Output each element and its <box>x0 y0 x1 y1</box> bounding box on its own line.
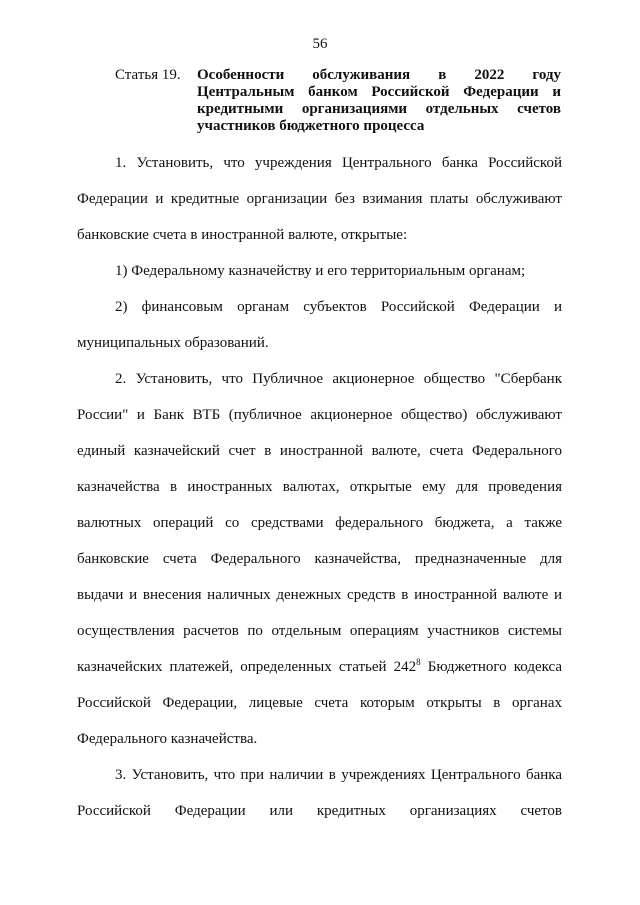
paragraph-line: банковские счета Федерального казначейства, предназначенные для <box>77 551 562 567</box>
paragraph-line: 3. Установить, что при наличии в учреждениях Центрального банка <box>115 767 562 783</box>
paragraph-line: Российской Федерации, лицевые счета которым открыты в органах <box>77 695 562 711</box>
paragraph-line: казначейства в иностранных валютах, открытые ему для проведения <box>77 479 562 495</box>
paragraph-line <box>77 658 562 676</box>
paragraph-line: Федерального казначейства. <box>77 731 258 747</box>
article-title-line: кредитными организациями отдельных счетов <box>197 101 561 117</box>
paragraph-line: Федерации и кредитные организации без взимания платы обслуживают <box>77 191 562 207</box>
article-title <box>197 67 561 135</box>
paragraph-line: 1. Установить, что учреждения Центрального банка Российской <box>115 155 562 171</box>
list-item-line: 2) финансовым органам субъектов Российской Федерации и <box>115 299 562 315</box>
article-title-line: участников бюджетного процесса <box>197 118 425 134</box>
paragraph-line-text: Бюджетного кодекса <box>427 659 563 675</box>
list-item-line: муниципальных образований. <box>77 335 269 351</box>
paragraph-line: банковские счета в иностранной валюте, открытые: <box>77 227 408 243</box>
paragraph-line: выдачи и внесения наличных денежных средств в иностранной валюте и <box>77 587 562 603</box>
article-title-line: Центральным банком Российской Федерации и <box>197 84 561 100</box>
superscript-number: 8 <box>416 657 421 667</box>
paragraph-line: Российской Федерации или кредитных организациях счетов <box>77 803 562 819</box>
article-label: Статья 19. <box>115 67 181 83</box>
page-number: 56 <box>312 36 328 52</box>
paragraph-line: России" и Банк ВТБ (публичное акционерное общество) обслуживают <box>77 407 562 423</box>
paragraph-line: 2. Установить, что Публичное акционерное общество "Сбербанк <box>115 371 562 387</box>
paragraph-line: единый казначейский счет в иностранной валюте, счета Федерального <box>77 443 562 459</box>
article-title-line: Особенности обслуживания в 2022 году <box>197 67 561 83</box>
list-item-line: 1) Федеральному казначейству и его территориальным органам; <box>115 263 526 279</box>
paragraph-line: валютных операций со средствами федерального бюджета, а также <box>77 515 562 531</box>
paragraph-line: осуществления расчетов по отдельным операциям участников системы <box>77 623 562 639</box>
paragraph-line-text: казначейских платежей, определенных статьей 242 <box>77 659 417 675</box>
